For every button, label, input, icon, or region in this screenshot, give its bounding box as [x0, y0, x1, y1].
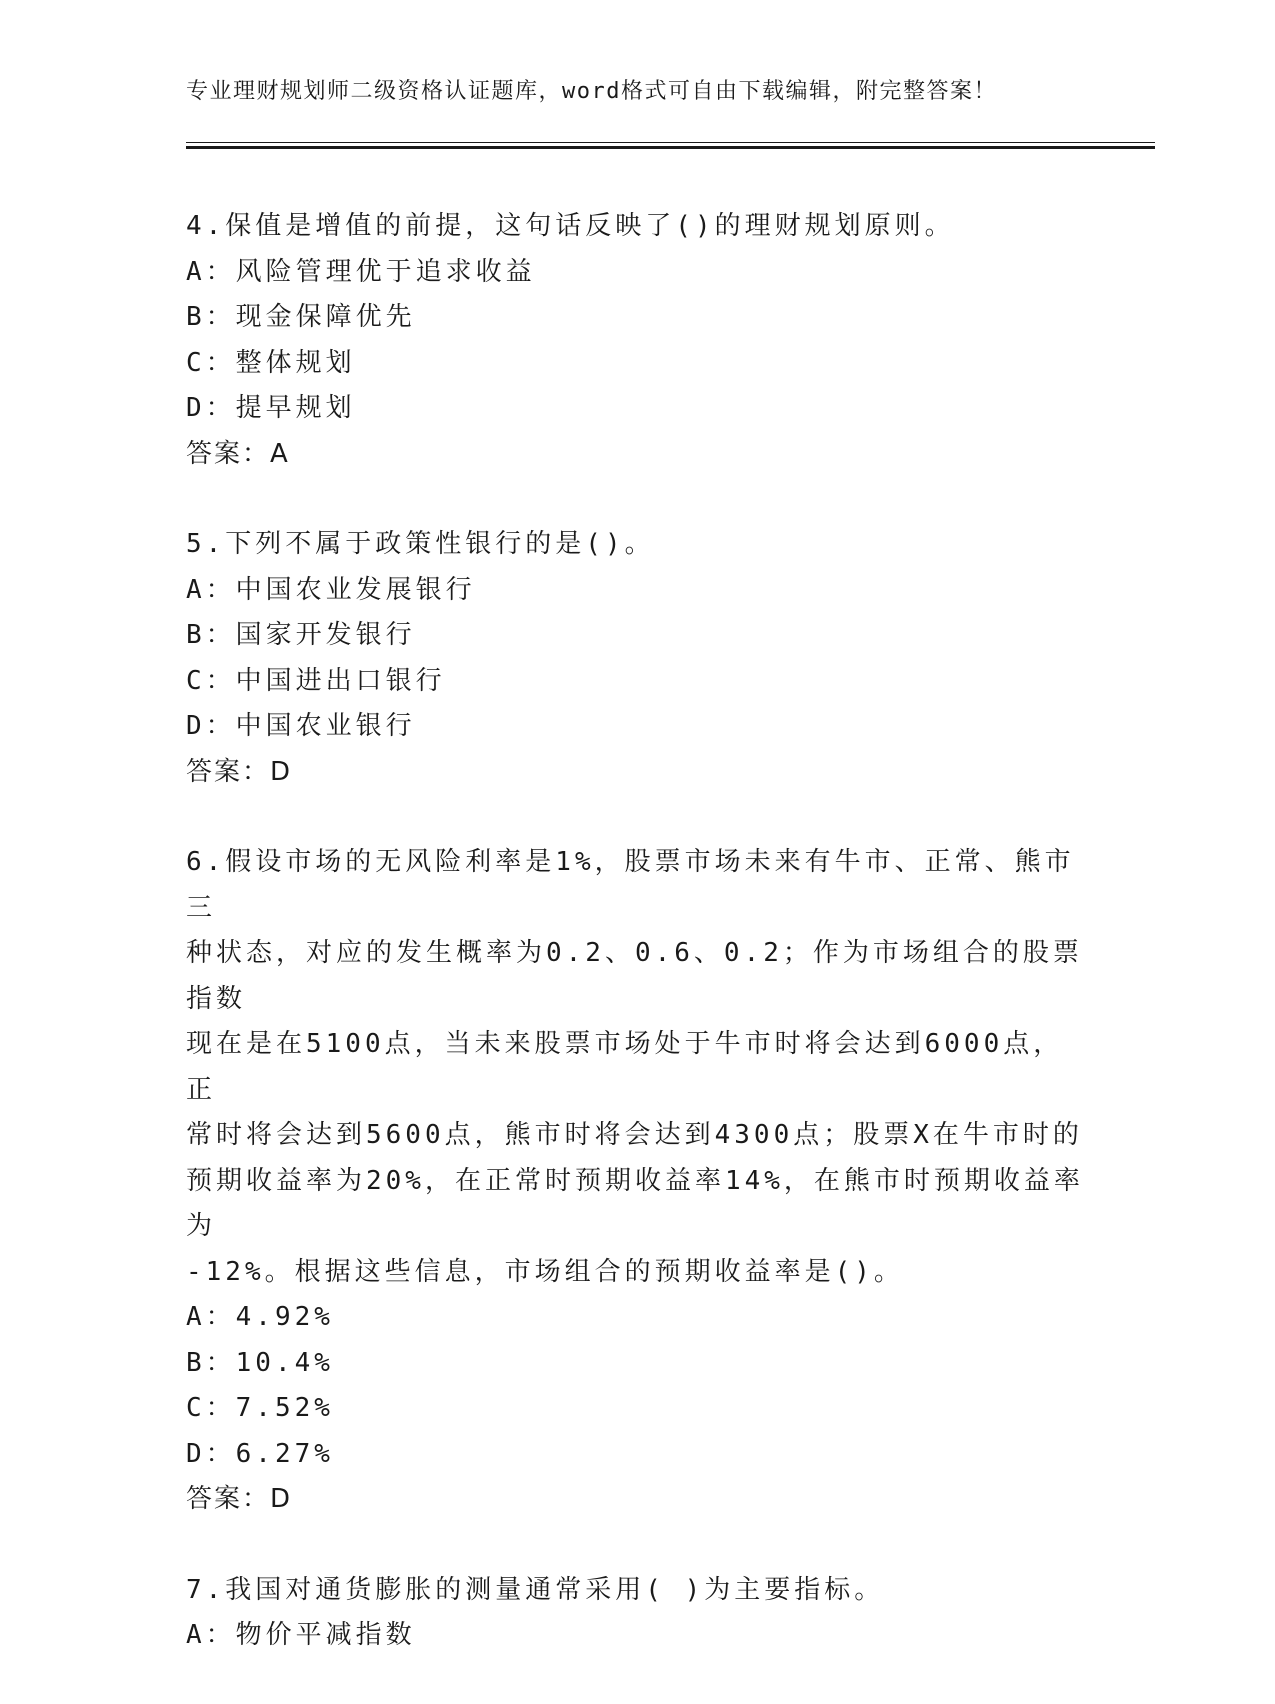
question-stem-line: 常时将会达到5600点，熊市时将会达到4300点；股票X在牛市时的: [186, 1120, 1083, 1150]
option-b: B：现金保障优先: [186, 302, 416, 332]
answer: 答案：A: [186, 438, 290, 469]
option-a: A：中国农业发展银行: [186, 574, 476, 605]
page-header: 专业理财规划师二级资格认证题库，word格式可自由下载编辑，附完整答案！: [186, 79, 997, 104]
option-c: C：整体规划: [186, 347, 356, 378]
question-stem-line: 种状态，对应的发生概率为0.2、0.6、0.2；作为市场组合的股票指数: [186, 938, 1083, 1014]
answer: 答案：D: [186, 756, 293, 787]
option-c: C：中国进出口银行: [186, 665, 446, 696]
option-b: B：10.4%: [186, 1347, 334, 1378]
question-stem-line: 6.假设市场的无风险利率是1%，股票市场未来有牛市、正常、熊市三: [186, 847, 1075, 923]
option-d: D：提早规划: [186, 393, 356, 423]
header-rule-thick: [186, 146, 1155, 149]
option-a: A：风险管理优于追求收益: [186, 256, 536, 287]
option-d: D：6.27%: [186, 1438, 334, 1469]
option-d: D：中国农业银行: [186, 711, 416, 741]
question-7: [186, 1568, 1086, 1659]
option-a: A：物价平减指数: [186, 1620, 416, 1650]
option-a: A：4.92%: [186, 1302, 334, 1332]
question-stem: 5.下列不属于政策性银行的是()。: [186, 529, 655, 559]
option-b: B：国家开发银行: [186, 620, 416, 650]
option-c: C：7.52%: [186, 1393, 334, 1423]
question-4: [186, 204, 1086, 477]
question-stem-line: 现在是在5100点，当未来股票市场处于牛市时将会达到6000点，正: [186, 1029, 1064, 1105]
question-stem-line: 预期收益率为20%，在正常时预期收益率14%，在熊市时预期收益率为: [186, 1165, 1084, 1241]
question-5: [186, 522, 1086, 795]
question-6: [186, 840, 1086, 1523]
question-list: [186, 204, 1086, 1704]
question-stem: 7.我国对通货膨胀的测量通常采用( )为主要指标。: [186, 1574, 885, 1605]
question-stem-line: -12%。根据这些信息，市场组合的预期收益率是()。: [186, 1256, 904, 1287]
question-stem: 4.保值是增值的前提，这句话反映了()的理财规划原则。: [186, 211, 955, 241]
header-rule-thin: [186, 142, 1155, 143]
answer: 答案：D: [186, 1484, 293, 1514]
